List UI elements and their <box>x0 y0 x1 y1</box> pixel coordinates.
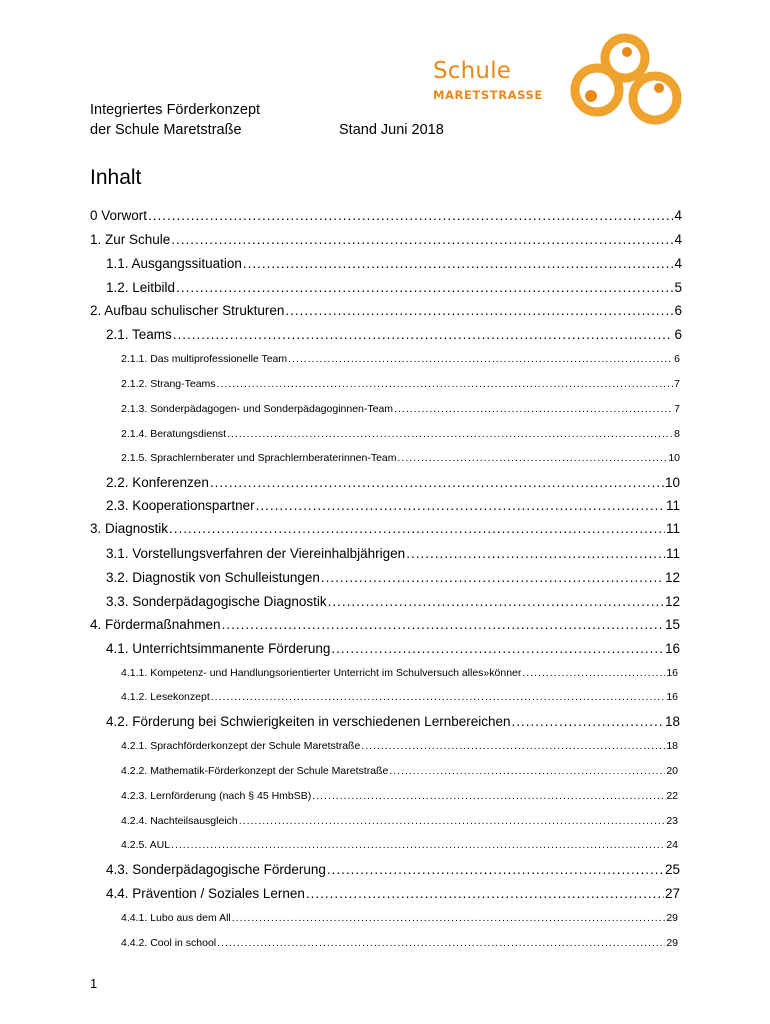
toc-title: Inhalt <box>90 166 142 189</box>
toc-entry[interactable]: 4.3. Sonderpädagogische Förderung ..... 25 <box>106 862 680 877</box>
toc-entry[interactable]: 2.1.5. Sprachlernberater und Sprachlernberaterinnen-Team ..... 10 <box>121 452 680 464</box>
toc-entry[interactable]: 3. Diagnostik ..... 11 <box>90 521 680 536</box>
toc-entry[interactable]: 4.2.5. AUL ..... 24 <box>121 839 678 851</box>
school-logo <box>425 30 690 130</box>
toc-entry[interactable]: 4.2.3. Lernförderung (nach § 45 HmbSB) ..... 22 <box>121 790 678 802</box>
logo-rings-icon <box>555 30 690 130</box>
toc-entry[interactable]: 2.1.2. Strang-Teams ..... 7 <box>121 378 680 390</box>
toc-entry[interactable]: 4.4.2. Cool in school ..... 29 <box>121 937 678 949</box>
toc-entry[interactable]: 4.2.2. Mathematik-Förderkonzept der Schule Maretstraße ..... 20 <box>121 765 678 777</box>
toc-entry[interactable]: 2. Aufbau schulischer Strukturen ..... 6 <box>90 303 682 318</box>
page-number: 1 <box>90 976 98 991</box>
toc-entry[interactable]: 4. Fördermaßnahmen ..... 15 <box>90 617 680 632</box>
header-stand: Stand Juni 2018 <box>339 122 444 138</box>
toc-entry[interactable]: 3.1. Vorstellungsverfahren der Viereinhalbjährigen ..... 11 <box>106 546 680 561</box>
toc-entry[interactable]: 3.2. Diagnostik von Schulleistungen ..... 12 <box>106 570 680 585</box>
toc-entry[interactable]: 4.2.1. Sprachförderkonzept der Schule Maretstraße ..... 18 <box>121 740 678 752</box>
toc-entry[interactable]: 1.1. Ausgangssituation ..... 4 <box>106 256 682 271</box>
logo-name: Schule <box>433 58 512 84</box>
toc-entry[interactable]: 4.2. Förderung bei Schwierigkeiten in verschiedenen Lernbereichen ..... 18 <box>106 714 680 729</box>
toc-entry[interactable]: 4.1.1. Kompetenz- und Handlungsorientierter Unterricht im Schulversuch alles»könner ..... 16 <box>121 667 678 679</box>
toc-entry[interactable]: 2.3. Kooperationspartner ..... 11 <box>106 498 680 513</box>
toc-entry[interactable]: 4.4.1. Lubo aus dem All ..... 29 <box>121 912 678 924</box>
toc-entry[interactable]: 1.2. Leitbild ..... 5 <box>106 280 682 295</box>
toc-entry[interactable]: 2.1.4. Beratungsdienst ..... 8 <box>121 428 680 440</box>
toc-entry[interactable]: 1. Zur Schule ..... 4 <box>90 232 682 247</box>
toc-entry[interactable]: 2.1. Teams ..... 6 <box>106 327 682 342</box>
header-line-1: Integriertes Förderkonzept <box>90 102 261 118</box>
toc-entry[interactable]: 3.3. Sonderpädagogische Diagnostik ..... 12 <box>106 594 680 609</box>
toc-entry[interactable]: 2.2. Konferenzen ..... 10 <box>106 475 680 490</box>
toc-entry[interactable]: 4.1.2. Lesekonzept ..... 16 <box>121 691 678 703</box>
toc-entry[interactable]: 2.1.1. Das multiprofessionelle Team ..... 6 <box>121 353 680 365</box>
toc-entry[interactable]: 4.4. Prävention / Soziales Lernen ..... 27 <box>106 886 680 901</box>
toc-entry[interactable]: 2.1.3. Sonderpädagogen- und Sonderpädagoginnen-Team ..... 7 <box>121 403 680 415</box>
toc-entry[interactable]: 4.2.4. Nachteilsausgleich ..... 23 <box>121 815 678 827</box>
toc-entry[interactable]: 0 Vorwort ..... 4 <box>90 208 682 223</box>
logo-subtitle: MARETSTRASSE <box>433 88 543 102</box>
header-line-2: der Schule Maretstraße <box>90 122 242 138</box>
toc-entry[interactable]: 4.1. Unterrichtsimmanente Förderung ..... 16 <box>106 641 680 656</box>
document-header <box>90 100 444 140</box>
